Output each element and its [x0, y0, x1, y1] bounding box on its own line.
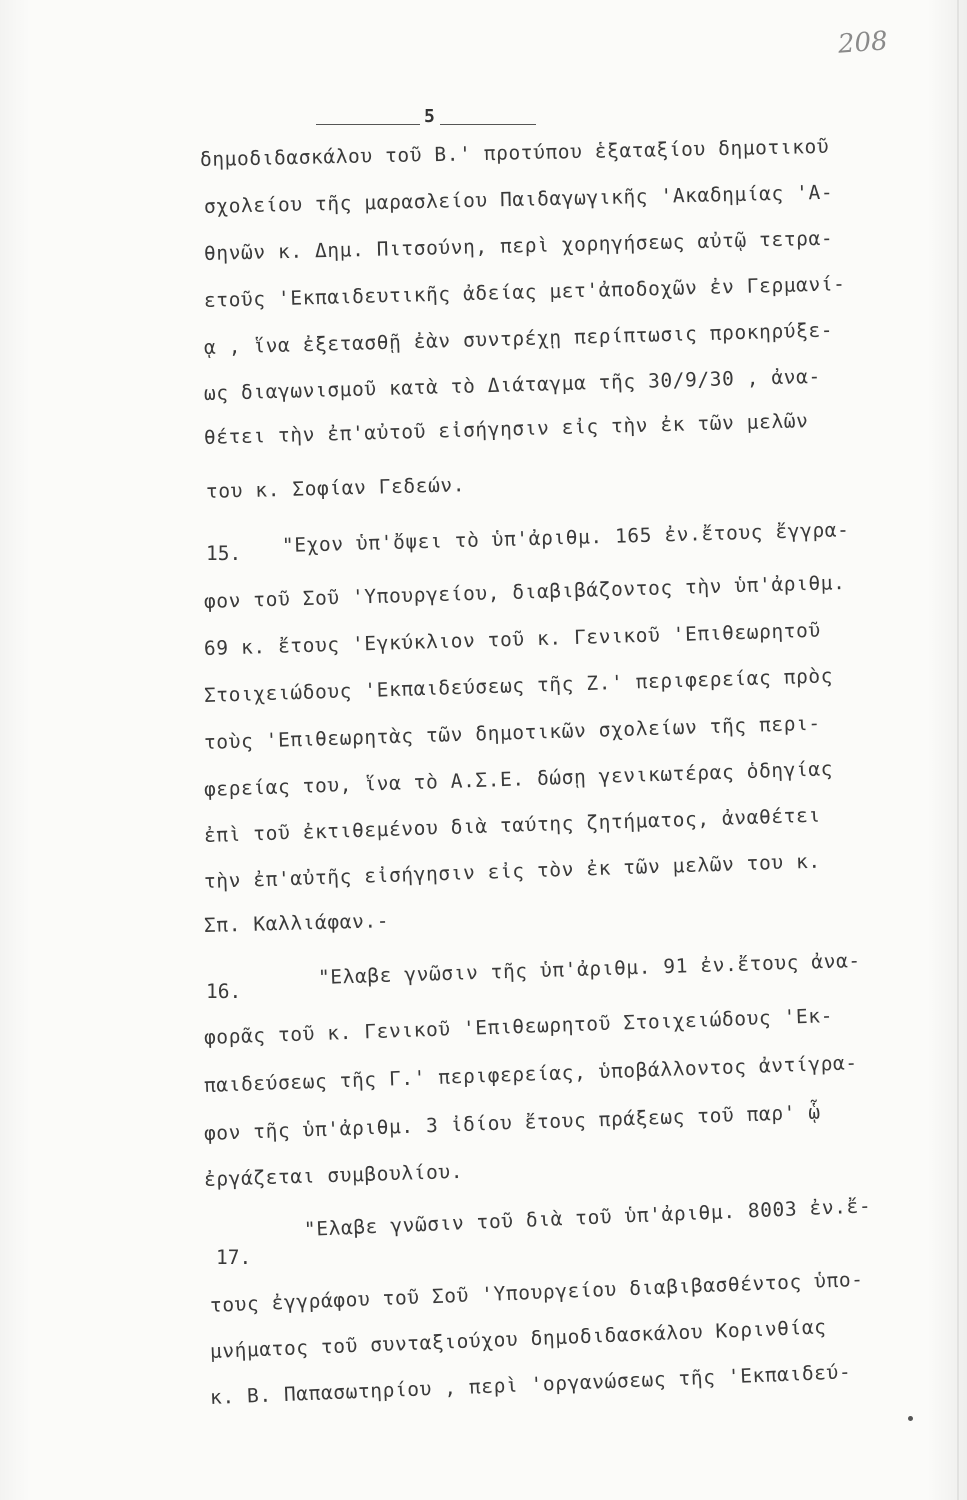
text-line: 69 κ. ἔτους 'Εγκύκλιον τοῦ κ. Γενικοῦ 'Επιθεωρητοῦ — [203, 618, 822, 660]
text-line: φερείας του, ἵνα τὸ Α.Σ.Ε. δώσῃ γενικωτέρας ὁδηγίας — [203, 757, 834, 801]
text-line: Σπ. Καλλιάφαν.- — [203, 909, 390, 937]
text-line: "Ελαβε γνῶσιν τῆς ὑπ'ἀριθμ. 91 ἐν.ἔτους ἀνα- — [317, 948, 862, 989]
text-line: τους ἐγγράφου τοῦ Σοῦ 'Υπουργείου διαβιβασθέντος ὑπο- — [209, 1267, 864, 1317]
text-line: παιδεύσεως τῆς Γ.' περιφερείας, ὑποβάλλοντος ἀντίγρα- — [203, 1051, 859, 1097]
text-line: δημοδιδασκάλου τοῦ Β.' προτύπου ἑξαταξίου δημοτικοῦ — [199, 134, 830, 171]
handwritten-page-number: 208 — [837, 26, 889, 60]
ink-dot — [908, 1416, 913, 1421]
header-page-number: 5 — [424, 106, 435, 127]
text-line: θηνῶν κ. Δημ. Πιτσούνη, περὶ χορηγήσεως αὐτῷ τετρα- — [203, 226, 834, 265]
text-line: τοὺς 'Επιθεωρητὰς τῶν δημοτικῶν σχολείων τῆς περι- — [203, 711, 822, 754]
text-line: φορᾶς τοῦ κ. Γενικοῦ 'Επιθεωρητοῦ Στοιχειώδους 'Εκ- — [203, 1004, 834, 1049]
text-line: κ. Β. Παπασωτηρίου , περὶ 'οργανώσεως τῆς 'Εκπαιδεύ- — [209, 1360, 852, 1409]
text-line: φον τοῦ Σοῦ 'Υπουργείου, διαβιβάζοντος τὴν ὑπ'ἀριθμ. — [203, 570, 846, 613]
text-line: ἐπὶ τοῦ ἐκτιθεμένου διὰ ταύτης ζητήματος, ἀναθέτει — [203, 803, 822, 847]
text-line: ἐργάζεται συμβουλίου. — [203, 1159, 464, 1191]
text-line: ως διαγωνισμοῦ κατὰ τὸ Διάταγμα τῆς 30/9/30 , ἀνα- — [203, 364, 822, 405]
item-number-16: 16. — [206, 980, 242, 1003]
header-rule-left — [316, 124, 420, 125]
text-line: τὴν ἐπ'αὐτῆς εἰσήγησιν εἰς τὸν ἐκ τῶν μελῶν του κ. — [203, 849, 822, 893]
text-line: "Εχον ὑπ'ὄψει τὸ ὑπ'ἀριθμ. 165 ἐν.ἔτους ἔγγρα- — [281, 518, 850, 557]
text-line: Στοιχειώδους 'Εκπαιδεύσεως τῆς Ζ.' περιφερείας πρὸς — [203, 664, 834, 707]
text-line: σχολείου τῆς μαρασλείου Παιδαγωγικῆς 'Ακαδημίας 'Α- — [203, 180, 834, 218]
text-line: "Ελαβε γνῶσιν τοῦ διὰ τοῦ ὑπ'ἀριθμ. 8003 ἐν.ἔ- — [303, 1194, 872, 1241]
text-line: ετοῦς 'Εκπαιδευτικῆς ἀδείας μετ'ἀποδοχῶν ἐν Γερμανί- — [203, 272, 846, 312]
text-line: του κ. Σοφίαν Γεδεών. — [205, 473, 466, 503]
item-number-17: 17. — [216, 1246, 252, 1269]
text-line: φον τῆς ὑπ'ἀριθμ. 3 ἰδίου ἔτους πράξεως τοῦ παρ' ᾧ — [203, 1100, 822, 1145]
header-rule-right — [440, 124, 536, 125]
text-line: μνήματος τοῦ συνταξιούχου δημοδιδασκάλου Κορινθίας — [209, 1315, 827, 1363]
item-number-15: 15. — [206, 542, 242, 565]
page-edge-shadow — [957, 0, 959, 1500]
text-line: ᾳ , ἵνα ἐξετασθῇ ἐὰν συντρέχῃ περίπτωσις προκηρύξε- — [203, 318, 834, 359]
text-line: θέτει τὴν ἐπ'αὐτοῦ εἰσήγησιν εἰς τὴν ἐκ τῶν μελῶν — [203, 409, 809, 449]
